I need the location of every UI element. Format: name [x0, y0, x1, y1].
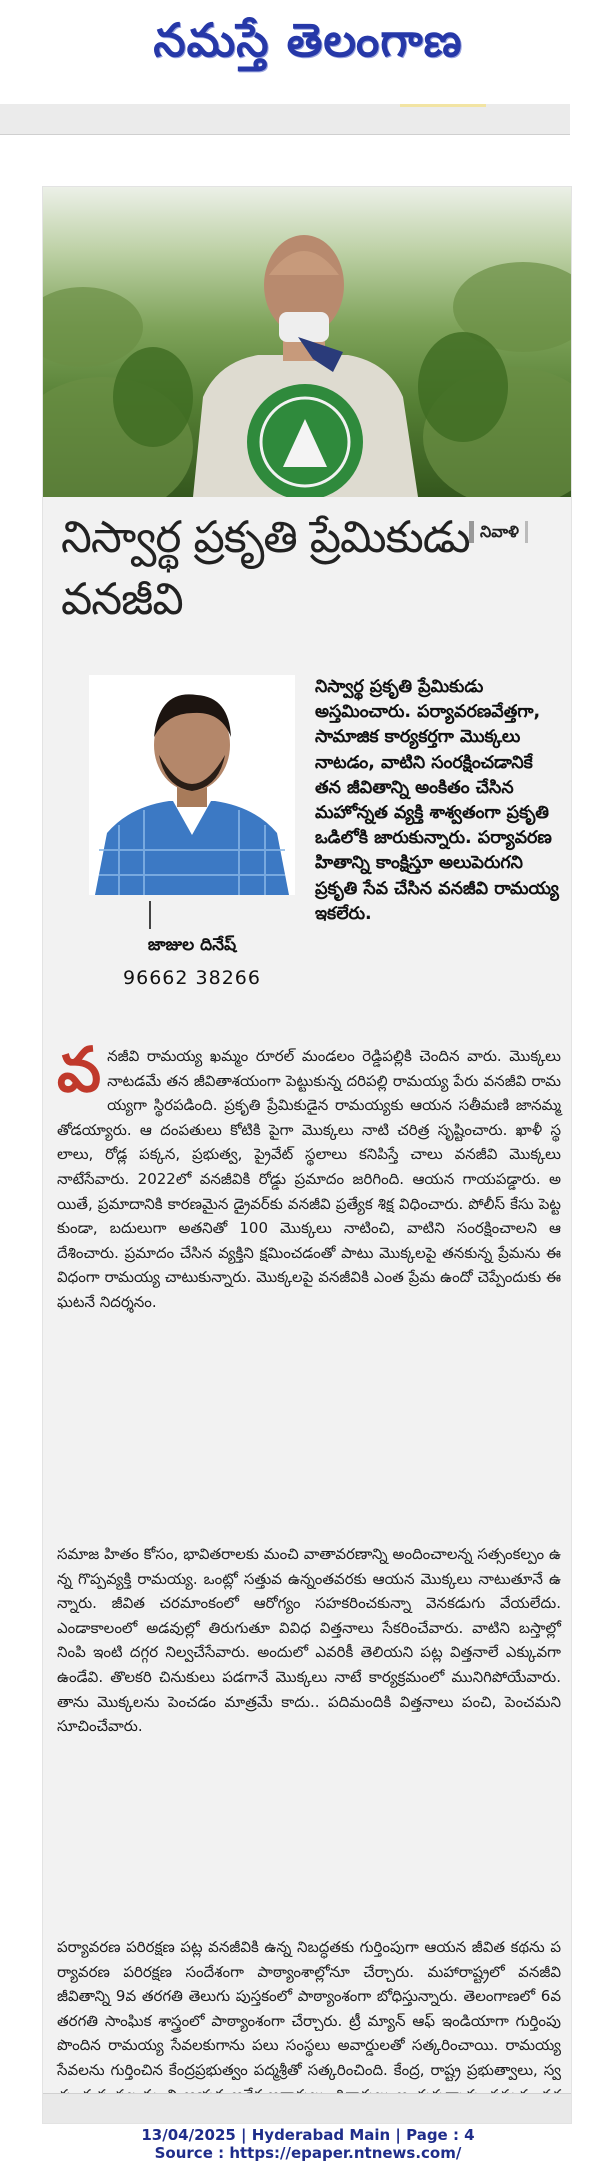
- article-photo: [43, 187, 571, 497]
- footer-source: Source : https://epaper.ntnews.com/: [154, 2144, 462, 2162]
- photo-illustration: [43, 187, 571, 497]
- section-tag: నివాళి: [469, 521, 528, 543]
- author-phone: 96662 38266: [123, 967, 261, 989]
- clipping-bottom-strip: [43, 2093, 571, 2124]
- toolbar-highlight: [400, 104, 486, 107]
- author-portrait: [89, 675, 295, 895]
- body-paragraph-1-text: నజీవి రామయ్య ఖమ్మం రూరల్ మండలం రెడ్డిపల్లికి చెందిన వారు. మొక్కలు నాటడమే తన జీవితాశయంగా పెట్టుకున్న దరిపల్లి రామయ్య పేరు వనజీవి రామయ్యగా స్థిరపడింది. ప్రకృతి ప్రేమికుడైన రామయ్యకు ఆయన సతీమణి జానమ్మ తోడయ్యారు. ఆ దంపతులు కోటికి పైగా మొక్కలు నాటి చరిత్ర సృష్టించారు. ఖాళీ స్థలాలు, రోడ్ల పక్కన, ప్రభుత్వ, ప్రైవేట్ స్థలాలు కనిపిస్తే చాలు వనజీవి మొక్కలు నాటేసేవారు. 2022లో వనజీవికి రోడ్డు ప్రమాదం జరిగింది. ఆయన గాయపడ్డారు. అయితే, ప్రమాదానికి కారణమైన డ్రైవర్‌కు వనజీవి ప్రత్యేక శిక్ష విధించారు. పోలీస్ కేసు పెట్టకుండా, బదులుగా అతనితో 100 మొక్కలు నాటించి, వాటిని సంరక్షించాలని ఆదేశించారు. ప్రమాదం చేసిన వ్యక్తిని క్షమించడంతో పాటు మొక్కలపై తనకున్న ప్రేమను ఈ విధంగా రామయ్య చాటుకున్నారు. మొక్కలపై వనజీవికి ఎంత ప్రేమ ఉందో చెప్పేందుకు ఈ ఘటనే నిదర్శనం.: [57, 1047, 561, 1311]
- byline-divider: [149, 901, 151, 929]
- masthead: [0, 0, 616, 92]
- body-paragraph-2: సమాజ హితం కోసం, భావితరాలకు మంచి వాతావరణాన్ని అందించాలన్న సత్సంకల్పం ఉన్న గొప్పవ్యక్తి రామయ్య. ఒంట్లో సత్తువ ఉన్నంతవరకు ఆయన మొక్కలు నాటుతూనే ఉన్నారు. జీవిత చరమాంకంలో ఆరోగ్యం సహకరించకున్నా వెనకడుగు వేయలేదు. ఎండాకాలంలో అడవుల్లో తిరుగుతూ వివిధ విత్తనాలు సేకరించేవారు. వాటిని బస్తాల్లో నింపి ఇంటి దగ్గర నిల్వచేసేవారు. అందులో ఎవరికీ తెలియని పట్ల విత్తనాలే ఎక్కువగా ఉండేవి. తొలకరి చినుకులు పడగానే మొక్కలు నాటే కార్యక్రమంలో మునిగిపోయేవారు. తాను మొక్కలను పెంచడం మాత్రమే కాదు.. పదిమందికి విత్తనాలు పంచి, పెంచమని సూచించేవారు.: [57, 1545, 561, 1736]
- article-clipping: [42, 186, 572, 2124]
- footer-date-edition: 13/04/2025 | Hyderabad Main | Page : 4: [141, 2126, 475, 2144]
- dropcap: వ: [57, 1033, 102, 1106]
- author-photo: [89, 675, 295, 895]
- body-paragraph-3: పర్యావరణ పరిరక్షణ పట్ల వనజీవికి ఉన్న నిబద్ధతకు గుర్తింపుగా ఆయన జీవిత కథను పర్యావరణ పరిరక్షణ సందేశంగా పాఠ్యాంశాల్లోనూ చేర్చారు. మహారాష్ట్రలో వనజీవి జీవితాన్ని 9వ తరగతి తెలుగు పుస్తకంలో పాఠ్యాంశంగా బోధిస్తున్నారు. తెలంగాణలో 6వ తరగతి సాంఘిక శాస్త్రంలో పాఠ్యాంశంగా చేర్చారు. ట్రీ మ్యాన్ ఆఫ్ ఇండియాగా గుర్తింపు పొందిన రామయ్య సేవలకుగాను పలు సంస్థలు అవార్డులతో సత్కరించాయి. రామయ్య సేవలను గుర్తించిన కేంద్రప్రభుత్వం పద్మశ్రీతో సత్కరించింది. కేంద్ర, రాష్ట్ర ప్రభుత్వాలు, స్వ: [57, 1938, 561, 2079]
- headline: నిస్వార్థ ప్రకృతి ప్రేమికుడు వనజీవి: [61, 512, 470, 625]
- page-toolbar: [0, 104, 570, 135]
- intro-paragraph: నిస్వార్థ ప్రకృతి ప్రేమికుడు అస్తమించారు. పర్యావరణవేత్తగా, సామాజిక కార్యకర్తగా మొక్కలు నాటడం, వాటిని సంరక్షించడానికే తన జీవితాన్ని అంకితం చేసిన మహోన్నత వ్యక్తి శాశ్వతంగా ప్రకృతి ఒడిలోకి జారుకున్నారు. పర్యావరణ హితాన్ని కాంక్షిస్తూ అలుపెరుగని ప్రకృతి సేవ చేసిన వనజీవి రామయ్య ఇకలేరు.: [315, 677, 559, 924]
- masthead-title: నమస్తే తెలంగాణ: [153, 13, 463, 67]
- author-name: జాజుల దినేష్: [147, 935, 237, 955]
- body-paragraph-1: [57, 1033, 561, 1315]
